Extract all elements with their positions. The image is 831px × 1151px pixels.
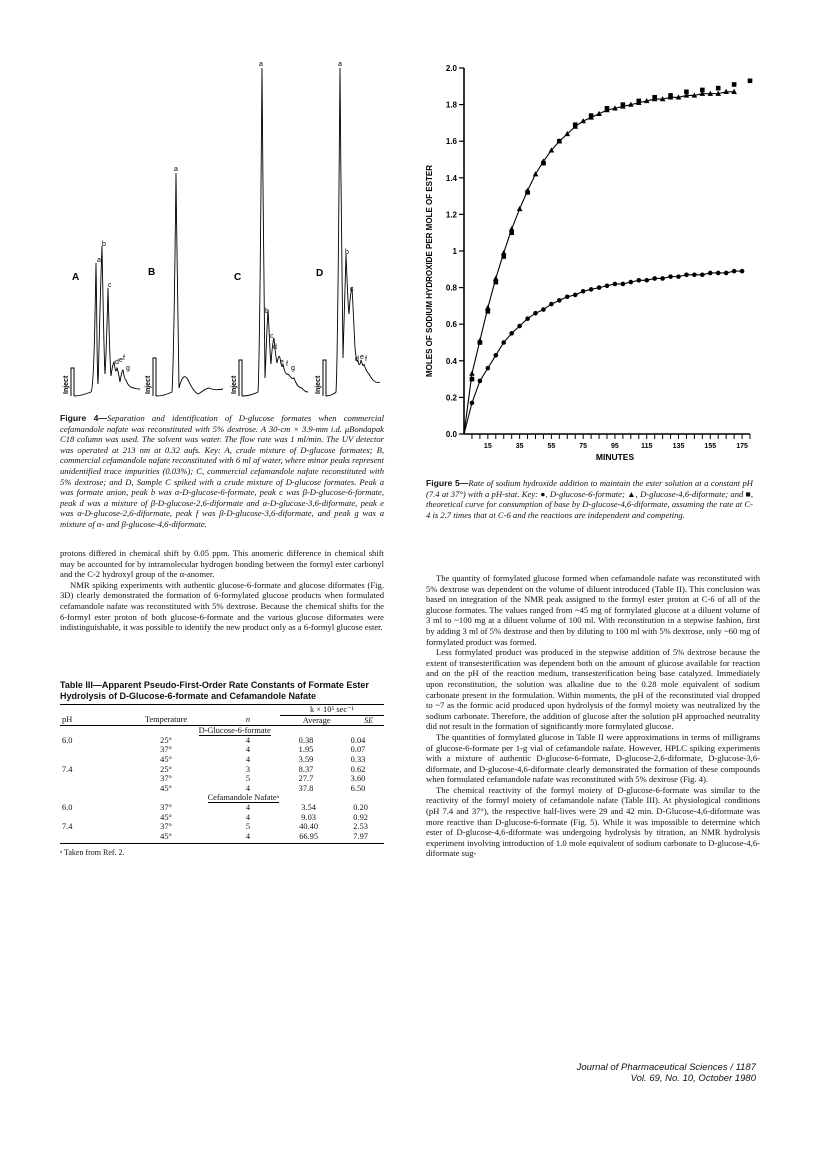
data-point-square [541, 161, 546, 166]
data-point-circle [660, 276, 665, 281]
series-line [464, 271, 742, 434]
data-point-circle [724, 271, 729, 276]
table-cell: 25° [160, 735, 172, 745]
data-point-square [509, 230, 514, 235]
table-cell: 3.59 [298, 754, 314, 764]
data-point-square [470, 377, 475, 382]
table-row [60, 813, 384, 823]
table-cell: 3 [245, 764, 251, 774]
table-cell: 4 [245, 812, 251, 822]
col-header: Average [302, 715, 331, 725]
inject-label: Inject [63, 375, 70, 394]
col-header: Temperature [144, 715, 188, 725]
table-cell: 0.07 [350, 745, 366, 755]
data-point-square [621, 102, 626, 107]
panel-label-a: A [72, 272, 80, 283]
data-point-circle [525, 316, 530, 321]
table-cell: 0.92 [353, 812, 368, 822]
table-row [60, 784, 384, 794]
data-point-circle [740, 269, 745, 274]
data-point-square [478, 340, 483, 345]
table-cell: 37.8 [298, 783, 314, 793]
table-cell: 4 [245, 745, 251, 755]
data-point-circle [581, 289, 586, 294]
table-cell: 6.50 [350, 783, 366, 793]
table-cell [60, 832, 116, 842]
peak-label: b [102, 241, 106, 248]
peak-label: a [338, 61, 342, 68]
data-point-square [636, 99, 641, 104]
figure5-caption [426, 478, 753, 520]
table3 [60, 680, 384, 857]
data-point-circle [541, 307, 546, 312]
data-point-circle [700, 272, 705, 277]
y-axis-label: MOLES OF SODIUM HYDROXIDE PER MOLE OF ESTER [425, 164, 434, 378]
data-point-square [525, 190, 530, 195]
table-cell: 37° [160, 774, 172, 784]
table-cell: 0.20 [353, 802, 368, 812]
data-point-circle [652, 276, 657, 281]
table3-group-label: D-Glucose-6-formate [198, 726, 271, 736]
data-point-circle [644, 278, 649, 283]
y-tick-label: 2.0 [445, 64, 457, 73]
table-cell: 1.95 [298, 745, 314, 755]
peak-label: a [97, 257, 101, 264]
data-point-circle [501, 340, 506, 345]
col-header: SE [363, 715, 374, 725]
x-tick-label: 135 [672, 443, 685, 450]
inject-label: Inject [231, 375, 238, 394]
y-tick-label: 0.8 [445, 283, 457, 293]
table-row [60, 755, 384, 765]
peak-label: c [108, 282, 112, 289]
paragraph: The quantity of formylated glucose formed when cefamandole nafate was reconstituted with 5% dextrose was dependent on the volume of diluent introduced (Table II). This conclusion was based on integration of the NMR peak assigned to the formyl ester proton at C-6 of all of the glucose formates. The values ranged from ~45 mg of formylated glucose at a diluent volume of 3 ml to ~100 mg at a diluent volume of 100 ml. With reconstitution in a stepwise fashion, first by adding 3 ml of 5% dextrose and then by diluting to 100 ml with 5% dextrose, only ~60 mg of formylated product was formed. [426, 573, 760, 647]
table-row [60, 822, 384, 832]
data-point-circle [636, 278, 641, 283]
x-tick-label: 155 [704, 443, 717, 450]
y-tick-label: 1.6 [445, 137, 457, 147]
table-cell: 45° [160, 812, 172, 822]
y-tick-label: 0.0 [445, 430, 457, 439]
data-point-circle [597, 285, 602, 290]
table-cell: 4 [245, 802, 251, 812]
peak-label: g [291, 365, 295, 372]
table-cell: 45° [160, 831, 172, 841]
table-cell: 45° [160, 783, 172, 793]
table3-group-label: Cefamandole Nafateᵃ [207, 793, 279, 803]
table-cell: 7.4 [62, 764, 73, 774]
table-row [60, 803, 384, 813]
table-cell: 3.54 [301, 802, 316, 812]
left-column-text [60, 548, 384, 633]
data-point-circle [493, 353, 498, 358]
table-row [60, 832, 384, 842]
table3-grid [60, 705, 384, 736]
data-point-triangle [517, 206, 523, 211]
table-cell: 5 [245, 822, 251, 832]
table-cell [60, 774, 116, 784]
chromatogram-panel-d [315, 61, 380, 396]
figure5-chart [420, 56, 760, 476]
data-point-square [668, 93, 673, 98]
peak-label: d [355, 356, 359, 363]
chromatogram-panel-b [145, 166, 223, 396]
data-point-square [557, 139, 562, 144]
peak-label: a [259, 61, 263, 68]
journal-volume: Vol. 69, No. 10, October 1980 [630, 1073, 756, 1084]
table-cell: 0.38 [298, 735, 314, 745]
y-tick-label: 1.8 [445, 100, 457, 110]
data-point-circle [509, 331, 514, 336]
data-point-circle [470, 401, 475, 406]
table3-group2-row [60, 793, 384, 803]
figure5-caption-label: Figure 5— [426, 478, 469, 488]
table-cell: 40.40 [299, 822, 319, 832]
chromatogram-panel-a [63, 241, 140, 396]
data-point-square [573, 122, 578, 127]
chromatogram-panel-c [231, 61, 308, 396]
table-cell [60, 784, 116, 794]
table-cell: 37° [160, 745, 172, 755]
paragraph: protons differed in chemical shift by 0.05 ppm. This anomeric difference in chemical shift may be accounted for by intramolecular hydrogen bonding between the formyl ester carbonyl and the C-2 hydroxyl group of the α-anomer. [60, 548, 384, 580]
peak-label: d [273, 344, 277, 351]
data-point-circle [676, 274, 681, 279]
y-tick-label: 0.6 [445, 320, 457, 330]
col-header: n [245, 715, 251, 725]
inject-label: Inject [315, 375, 322, 394]
x-tick-label: 55 [547, 443, 556, 450]
data-point-circle [517, 324, 522, 329]
data-point-circle [549, 302, 554, 307]
table-row [60, 774, 384, 784]
table3-title: Table III—Apparent Pseudo-First-Order Rate Constants of Formate Ester Hydrolysis of D-Glucose-6-formate and Cefamandole Nafate [60, 680, 369, 701]
peak-label: d [115, 359, 119, 366]
table-cell: 8.37 [298, 764, 314, 774]
panel-label-d: D [316, 268, 324, 279]
data-point-square [748, 79, 753, 84]
y-tick-label: 0.2 [445, 393, 457, 403]
data-point-circle [629, 280, 634, 285]
table-cell [60, 745, 116, 755]
figure4-chromatograms [58, 58, 388, 414]
table-cell: 5 [245, 774, 251, 784]
table3-footnote: ᵃ Taken from Ref. 2. [60, 848, 125, 858]
table-cell: 66.95 [299, 831, 319, 841]
data-point-triangle [469, 371, 475, 376]
peak-label: b [265, 308, 269, 315]
data-point-circle [533, 311, 538, 316]
data-point-square [716, 86, 721, 91]
table-cell: 6.0 [62, 735, 73, 745]
data-point-circle [692, 272, 697, 277]
y-tick-label: 0.4 [445, 356, 457, 366]
table-cell: 4 [245, 754, 251, 764]
data-point-circle [684, 272, 689, 277]
data-point-circle [613, 282, 618, 287]
x-axis-label: MINUTES [595, 452, 635, 462]
table-cell: 27.7 [298, 774, 314, 784]
table3-k-header: k × 10⁵ sec⁻¹ [280, 705, 384, 715]
x-tick-label: 175 [736, 443, 748, 450]
peak-label: c [350, 286, 354, 293]
peak-label: e [119, 357, 123, 364]
data-point-square [605, 106, 610, 111]
panel-label-c: C [234, 272, 242, 283]
x-tick-label: 95 [611, 443, 619, 450]
data-point-circle [621, 282, 626, 287]
data-point-circle [708, 271, 713, 276]
data-point-circle [478, 379, 483, 384]
series-line [464, 92, 734, 434]
data-point-square [589, 113, 594, 118]
y-tick-label: 1 [452, 247, 457, 256]
table-cell: 4 [245, 783, 251, 793]
paragraph: The chemical reactivity of the formyl moiety of D-glucose-6-formate was similar to the reactivity of the formyl moiety of cefamandole nafate (Table III). At physiological conditions (pH 7.4 and 37°), the respective half-lives were 29 and 42 min. D-Glucose-4,6-diformate was more reactive than D-glucose-6-formate (Fig. 5). While it was impossible to determine which ester of D-glucose-4,6-diformate was undergoing hydrolysis by titration, an NMR hydrolysis experiment involving introduction of 1.0 mole equivalent of sodium carbonate to D-glucose-4,6-diformate sug- [426, 784, 760, 859]
data-point-circle [716, 271, 721, 276]
x-tick-label: 15 [483, 443, 492, 450]
data-point-square [493, 280, 498, 285]
data-point-circle [557, 298, 562, 303]
peak-label: f [123, 355, 125, 362]
figure4-caption [60, 413, 384, 530]
table-cell: 25° [160, 764, 172, 774]
table-cell: 37° [160, 822, 172, 832]
figure4-caption-text: Separation and identification of D-glucose formates when commercial cefamandole nafate was reconstituted with 5% dextrose. A 30-cm × 3.9-mm i.d. μBondapak C18 column was used. The solvent was water. The flow rate was 1 ml/min. The UV detector was operated at 213 nm at 0.32 aufs. Key: A, crude mixture of D-glucose formates; B, commercial cefamandole nafate reconstituted with 6 ml of water, where minor peaks represent unidentified trace impurities (0.03%); C, commercial cefamandole nafate reconstituted with 5% dextrose; and D, Sample C spiked with a crude mixture of D-glucose formates. Peak a was formate anion, peak b was α-D-glucose-6-formate, peak c was β-D-glucose-6-formate, peak d was a mixture of β-D-glucose-2,6-diformate and α-D-glucose-3,6-diformate, peak e was α-D-glucose-2,6-diformate, peak f was β-D-glucose-3,6-diformate, and peak g was a mixture of α- and β-glucose-4,6-diformate. [60, 413, 384, 529]
data-point-circle [605, 283, 610, 288]
table-cell: 45° [160, 754, 172, 764]
data-point-circle [486, 366, 491, 371]
peak-label: f [286, 361, 288, 368]
right-column-text [426, 573, 760, 859]
y-tick-label: 1.2 [445, 210, 457, 220]
panel-label-b: B [148, 267, 156, 278]
table-cell [60, 813, 116, 823]
table-cell: 4 [245, 735, 251, 745]
table-cell [60, 755, 116, 765]
peak-label: c [270, 333, 274, 340]
x-tick-label: 75 [579, 443, 588, 450]
data-point-square [700, 88, 705, 93]
paragraph: Less formylated product was produced in the stepwise addition of 5% dextrose because the extent of transesterification was dependent both on the amount of glucose available for reaction and on the pH of the reaction medium, transesterification being base catalyzed. Immediately upon reconstitution, the solution was alkaline due to the 0.28 mole equivalent of sodium carbonate present in the formulation. Within moments, the pH of the reconstituted vial dropped to ~7 as the formic acid produced upon hydrolysis of the formyl moiety was neutralized by the sodium carbonate. Therefore, the addition of glucose after the solution pH approached neutrality did not result in the formation of significantly more formylated glucose. [426, 647, 760, 732]
table-cell: 4 [245, 831, 251, 841]
x-tick-label: 35 [515, 443, 524, 450]
peak-label: a [174, 166, 178, 173]
table-row [60, 736, 384, 746]
table-cell: 9.03 [301, 812, 316, 822]
paragraph: The quantities of formylated glucose in Table II were approximations in terms of milligrams of glucose-6-formate per 1-g vial of cefamandole nafate. However, HPLC spiking experiments with a mixture of authentic D-glucose-6-formate, D-glucose-2,6-diformate, D-glucose-3,6-diformate, and D-glucose-4,6-diformate clearly demonstrated the formation of these compounds when formulated cefamandole nafate was reconstituted with 5% dextrose (Fig. 4). [426, 731, 760, 785]
table-cell: 2.53 [353, 822, 368, 832]
peak-label: e [360, 354, 364, 361]
table-cell: 7.4 [62, 822, 73, 832]
table-cell: 37° [160, 802, 172, 812]
x-tick-label: 115 [641, 443, 653, 450]
journal-name: Journal of Pharmaceutical Sciences / 1187 [576, 1062, 756, 1073]
data-point-square [486, 309, 491, 314]
peak-label: b [345, 249, 349, 256]
peak-label: g [126, 365, 130, 372]
peak-label: f [365, 356, 367, 363]
data-point-circle [732, 269, 737, 274]
table-cell: 0.62 [350, 764, 366, 774]
data-point-square [652, 95, 657, 100]
table-cell: 7.97 [353, 831, 368, 841]
table-cell: 0.33 [350, 754, 366, 764]
table-row [60, 765, 384, 775]
table-cell: 3.60 [350, 774, 366, 784]
col-header: pH [62, 715, 73, 725]
inject-label: Inject [145, 375, 152, 394]
table-cell: 6.0 [62, 802, 73, 812]
table3-body-2 [60, 803, 384, 841]
y-tick-label: 1.4 [445, 173, 457, 183]
paragraph: NMR spiking experiments with authentic glucose-6-formate and glucose diformates (Fig. 3D) clearly demonstrated the formation of 6-formylated glucose products when formulated cefamandole nafate was reconstituted with 5% dextrose. Because the chemical shifts for the 6-formyl ester proton of both glucose-6-formate and the various glucose diformates were indistinguishable, it was possible to identify the new product only as a 6-formyl glucose ester. [60, 579, 384, 633]
data-point-square [501, 254, 506, 259]
peak-label: e [280, 359, 284, 366]
data-point-circle [589, 287, 594, 292]
data-point-circle [573, 293, 578, 298]
table3-body-1 [60, 736, 384, 794]
table-row [60, 745, 384, 755]
data-point-square [684, 89, 689, 94]
data-point-square [732, 82, 737, 87]
data-point-circle [668, 274, 673, 279]
figure4-caption-label: Figure 4— [60, 413, 108, 423]
data-point-circle [565, 294, 570, 299]
page-footer [500, 1062, 756, 1084]
table-cell: 0.04 [350, 735, 366, 745]
figure5-caption-text: Rate of sodium hydroxide addition to maintain the ester solution at a constant pH (7.4 at 37°) with a pH-stat. Key: ●, D-glucose-6-formate; ▲, D-glucose-4,6-diformate; and ■, theoretical curve for consumption of base by D-glucose-4,6-diformate, assuming the rate at C-4 is 2.7 times that at C-6 and the reactions are independent and competing. [426, 478, 753, 520]
